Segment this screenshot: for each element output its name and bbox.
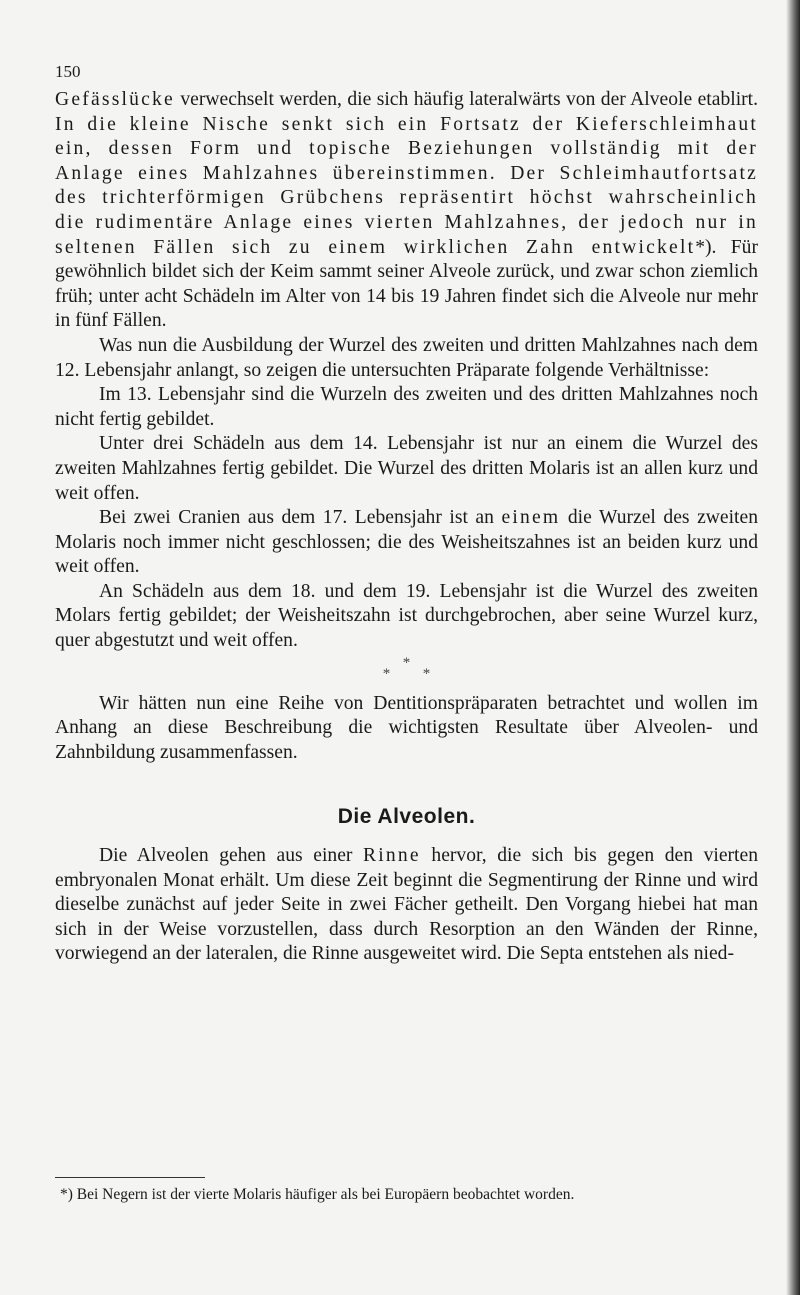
paragraph-5 (55, 506, 758, 580)
footnote: *) Bei Negern ist der vierte Molaris häufiger als bei Europäern beobachtet worden. (60, 1186, 575, 1203)
asterism-divider (55, 654, 758, 682)
asterism-star: * (402, 654, 411, 671)
asterism-star: * (422, 665, 431, 682)
text-run: verwechselt werden, die sich häufig lateralwärts von der Alveole etablirt. (174, 89, 758, 110)
text-run: Was nun die Ausbildung der Wurzel des zweiten und dritten Mahlzahnes nach dem 12. Lebensjahr anlangt, so zeigen die untersuchten Präparate folgende Verhältnisse: (55, 334, 758, 381)
text-run: Bei zwei Cranien aus dem 17. Lebensjahr ist an (99, 507, 502, 529)
paragraph-1 (55, 88, 758, 334)
paragraph-2 (55, 334, 758, 383)
text-run: Rinne (363, 845, 421, 867)
page-number: 150 (55, 62, 81, 81)
text-run: Die Alveolen gehen aus einer (99, 845, 364, 867)
text-run: Im 13. Lebensjahr sind die Wurzeln des zweiten und des dritten Mahlzahnes noch nicht fertig gebildet. (55, 384, 758, 430)
asterism-row (55, 665, 758, 682)
body-text (55, 88, 758, 967)
page-edge-shadow (786, 0, 800, 1295)
paragraph-3 (55, 383, 758, 432)
text-run: Unter drei Schädeln aus dem 14. Lebensjahr ist nur an einem die Wurzel des zweiten Mahlzahnes fertig gebildet. Die Wurzel des dritten Molaris ist an allen kurz und weit offen. (55, 433, 758, 504)
asterism-star: * (382, 665, 391, 682)
text-run: An Schädeln aus dem 18. und dem 19. Lebensjahr ist die Wurzel des zweiten Molars fertig gebildet; der Weisheitszahn ist durchgebrochen, aber seine Wurzel kurz, quer abgestutzt und weit offen. (55, 580, 758, 652)
paragraph-summary (55, 692, 758, 766)
text-run: die Wurzel des zweiten Molaris noch immer nicht geschlossen; die des Weisheitszahnes ist an beiden kurz und weit offen. (55, 507, 758, 578)
section-heading: Die Alveolen. (337, 805, 476, 829)
text-run: In die kleine Nische senkt sich ein Fortsatz der Kieferschleimhaut ein, dessen Form und topische Beziehungen vollständig mit der Anlage eines Mahlzahnes übereinstimmen. Der Schleimhautfortsatz des trichterförmigen Grübchens repräsentirt höchst wahrscheinlich die rudimentäre Anlage eines vierten Mahlzahnes, der jedoch nur in seltenen Fällen sich zu einem wirklichen Zahn entwickelt (55, 113, 758, 258)
paragraph-alveolen (55, 844, 758, 967)
footnote-rule (55, 1177, 205, 1178)
text-run: hervor, die sich bis gegen den vierten embryonalen Monat erhält. Um diese Zeit beginnt die Segmentirung der Rinne und wird dieselbe zunächst auf jeder Seite in zwei Fächer getheilt. Den Vorgang hiebei hat man sich in der Weise vorzustellen, dass durch Resorption an den Wänden der Rinne, vorwiegend an der lateralen, die Rinne ausgeweitet wird. Die Septa entstehen als nied- (55, 845, 758, 965)
text-run: einem (501, 507, 561, 529)
paragraph-4 (55, 432, 758, 506)
text-run: *). Für gewöhnlich bildet sich der Keim sammt seiner Alveole zurück, und zwar schon ziemlich früh; unter acht Schädeln im Alter von 14 bis 19 Jahren findet sich die Alveole nur mehr in fünf Fällen. (55, 236, 758, 332)
paragraph-6 (55, 580, 758, 654)
text-run: Wir hätten nun eine Reihe von Dentitionspräparaten betrachtet und wollen im Anhang an diese Beschreibung die wichtigsten Resultate über Alveolen- und Zahnbildung zusammenfassen. (55, 692, 758, 763)
text-run: Gefässlücke (55, 89, 175, 110)
